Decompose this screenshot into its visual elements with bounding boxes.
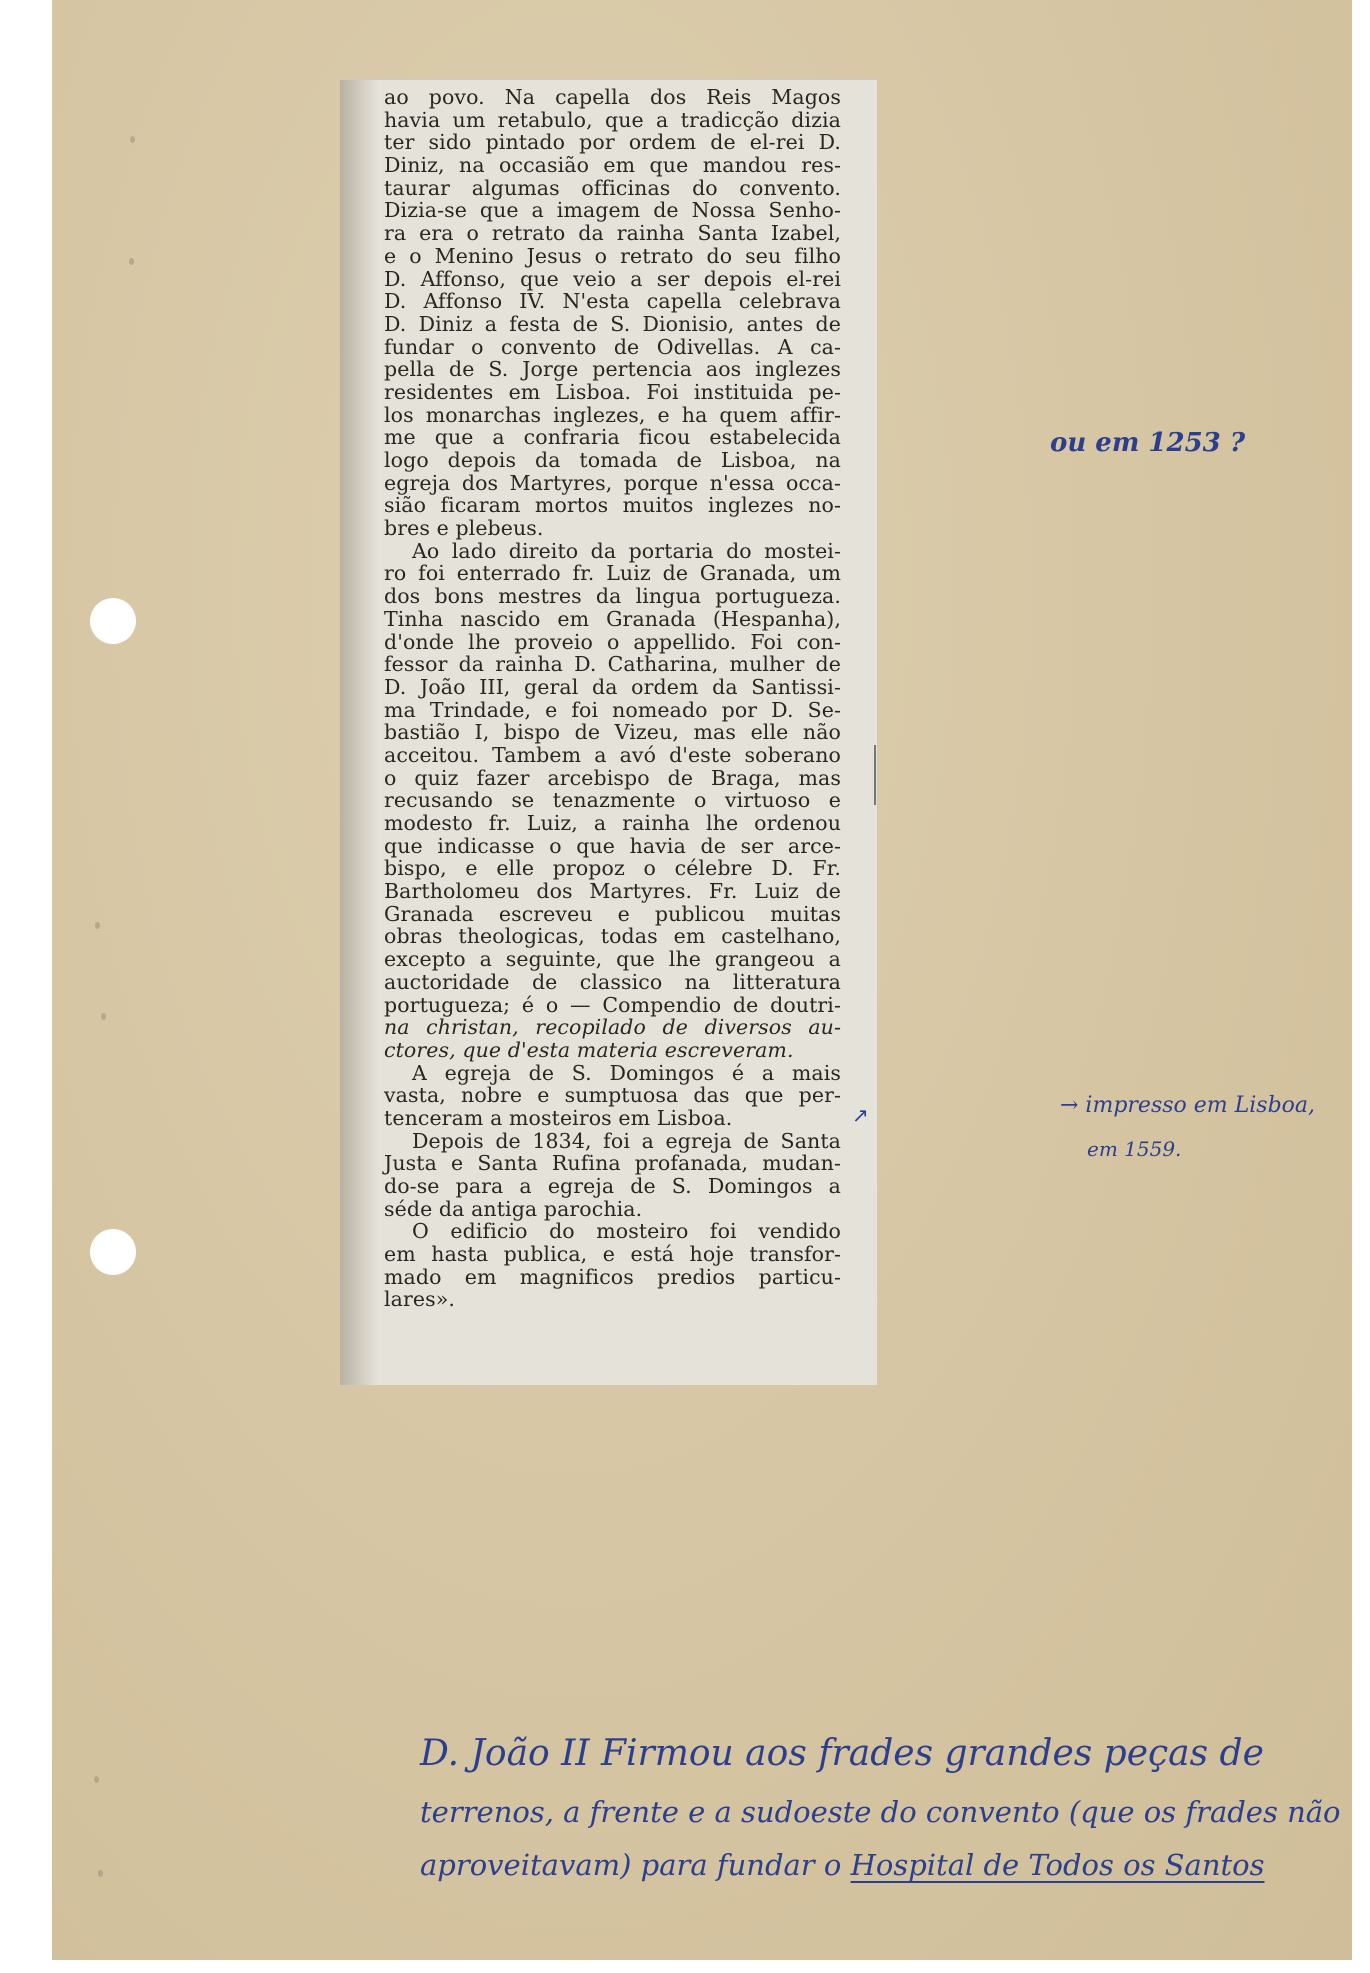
article-line: Depois de 1834, foi a egreja de Santa — [412, 1128, 841, 1153]
article-line: Granada escreveu e publicou muitas — [384, 901, 841, 926]
paper-speck — [95, 922, 100, 929]
article-line: havia um retabulo, que a tradicção dizia — [384, 107, 841, 132]
article-line: ter sido pintado por ordem de el-rei D. — [384, 130, 841, 155]
article-line: los monarchas inglezes, e ha quem affir- — [384, 402, 841, 427]
article-line: sião ficaram mortos muitos inglezes no- — [384, 493, 841, 518]
article-line: D. Affonso IV. N'esta capella celebrava — [384, 289, 841, 314]
article-line: do-se para a egreja de S. Domingos a — [384, 1174, 841, 1198]
article-line: portugueza; é o — Compendio de doutri- — [384, 992, 841, 1017]
article-line: O edificio do mosteiro foi vendido — [412, 1219, 841, 1244]
margin-note-date: ou em 1253 ? — [1050, 428, 1246, 458]
margin-note-printed-year: em 1559. — [1087, 1137, 1182, 1161]
bottom-note-line-3 — [420, 1848, 1265, 1882]
binder-hole-top — [90, 598, 136, 644]
article-line: ra era o retrato da rainha Santa Izabel, — [384, 221, 841, 246]
paper-speck — [129, 258, 134, 265]
article-line: bres e plebeus. — [384, 516, 544, 541]
article-line: fundar o convento de Odivellas. A ca- — [384, 334, 841, 359]
article-line: na christan, recopilado de diversos au- — [384, 1015, 841, 1040]
paper-speck — [94, 1776, 99, 1783]
article-line: lares». — [384, 1287, 455, 1312]
article-line: vasta, nobre e sumptuosa das que per- — [384, 1083, 841, 1108]
article-line: excepto a seguinte, que lhe grangeou a — [384, 947, 841, 972]
article-line: Dizia-se que a imagem de Nossa Senho- — [384, 198, 841, 223]
bottom-note-line-3-start: aproveitavam) para fundar o — [420, 1848, 842, 1882]
article-line: obras theologicas, todas em castelhano, — [384, 924, 841, 949]
article-line: D. Affonso, que veio a ser depois el-rei — [384, 266, 841, 291]
article-line: Ao lado direito da portaria do mostei- — [412, 538, 841, 563]
article-line: mado em magnificos predios particu- — [384, 1264, 841, 1289]
article-line: Bartholomeu dos Martyres. Fr. Luiz de — [384, 879, 841, 904]
paper-speck — [130, 136, 135, 143]
pencil-mark — [874, 745, 876, 805]
clipping-shadow — [340, 80, 378, 1385]
article-line: dos bons mestres da lingua portugueza. — [384, 584, 841, 609]
article-line: Tinha nascido em Granada (Hespanha), — [384, 606, 841, 631]
article-line: séde da antiga parochia. — [384, 1196, 643, 1221]
article-line: bispo, e elle propoz o célebre D. Fr. — [384, 856, 841, 881]
article-line: me que a confraria ficou estabelecida — [384, 425, 841, 450]
article-line: Justa e Santa Rufina profanada, mudan- — [384, 1151, 841, 1176]
article-line: residentes em Lisboa. Foi instituida pe- — [384, 379, 841, 404]
article-text — [384, 86, 841, 1311]
article-line: ao povo. Na capella dos Reis Magos — [384, 85, 841, 109]
article-line: e o Menino Jesus o retrato do seu filho — [384, 243, 841, 268]
article-line: Diniz, na occasião em que mandou res- — [384, 153, 841, 178]
article-line: d'onde lhe proveio o appellido. Foi con- — [384, 629, 841, 654]
article-line: fessor da rainha D. Catharina, mulher de — [384, 652, 841, 677]
article-line: que indicasse o que havia de ser arce- — [384, 833, 841, 858]
margin-note-printed: → impresso em Lisboa, — [1060, 1093, 1316, 1118]
article-line: A egreja de S. Domingos é a mais — [412, 1060, 841, 1085]
article-line: logo depois da tomada de Lisboa, na — [384, 448, 841, 472]
article-line: pella de S. Jorge pertencia aos inglezes — [384, 357, 841, 382]
article-line: o quiz fazer arcebispo de Braga, mas — [384, 765, 841, 790]
article-line: recusando se tenazmente o virtuoso e — [384, 788, 841, 813]
article-line: modesto fr. Luiz, a rainha lhe ordenou — [384, 811, 841, 835]
article-line: egreja dos Martyres, porque n'essa occa- — [384, 470, 841, 495]
article-line: ctores, que d'esta materia escreveram. — [384, 1037, 794, 1062]
binder-hole-bottom — [90, 1229, 136, 1275]
article-line: ro foi enterrado fr. Luiz de Granada, um — [384, 561, 841, 586]
article-line: ma Trindade, e foi nomeado por D. Se- — [384, 697, 841, 722]
article-line: em hasta publica, e está hoje transfor- — [384, 1242, 841, 1267]
article-line: D. João III, geral da ordem da Santissi- — [384, 674, 841, 699]
article-line: taurar algumas officinas do convento. — [384, 175, 841, 200]
bottom-note-line-2: terrenos, a frente e a sudoeste do convento (que os frades não — [420, 1795, 1341, 1829]
article-line: bastião I, bispo de Vizeu, mas elle não — [384, 720, 841, 745]
article-line: D. Diniz a festa de S. Dionisio, antes de — [384, 311, 841, 336]
margin-arrow: ↗ — [852, 1103, 869, 1127]
bottom-note-line-1: D. João II Firmou aos frades grandes peças de — [420, 1733, 1264, 1774]
bottom-note-hospital: Hospital de Todos os Santos — [850, 1848, 1265, 1882]
paper-speck — [98, 1870, 103, 1877]
paper-speck — [101, 1013, 106, 1020]
article-line: acceitou. Tambem a avó d'este soberano — [384, 742, 841, 767]
article-line: tenceram a mosteiros em Lisboa. — [384, 1105, 733, 1130]
article-line: auctoridade de classico na litteratura — [384, 969, 841, 994]
